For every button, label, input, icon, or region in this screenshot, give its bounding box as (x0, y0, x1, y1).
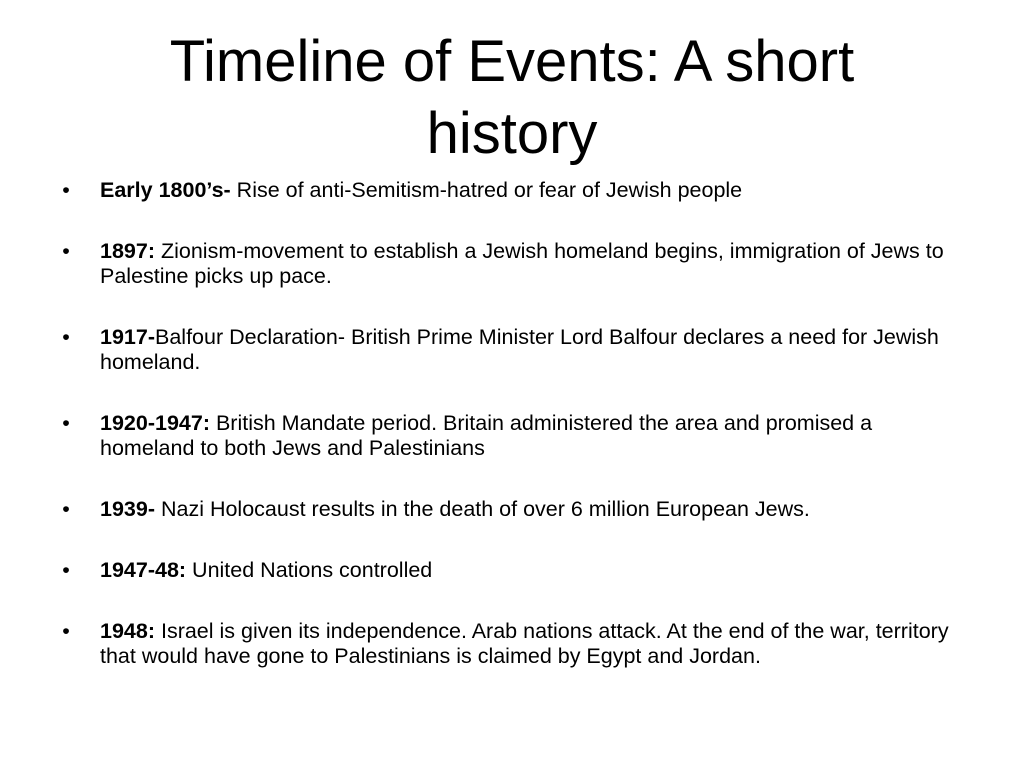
bullet-dot-icon: • (62, 411, 70, 435)
bullet-list (0, 178, 1024, 705)
bullet-text: Nazi Holocaust results in the death of over 6 million European Jews. (160, 497, 810, 521)
bullet-text: United Nations controlled (192, 558, 433, 582)
bullet-text: Israel is given its independence. Arab nations attack. At the end of the war, territory that would have gone to Palestinians is claimed by Egypt and Jordan. (100, 619, 949, 668)
bullet-item (0, 325, 1024, 375)
bullet-text: Zionism-movement to establish a Jewish homeland begins, immigration of Jews to Palestine picks up pace. (100, 239, 944, 288)
bullet-date: 1897: (100, 239, 161, 263)
bullet-dot-icon: • (62, 325, 70, 349)
bullet-dot-icon: • (62, 239, 70, 263)
bullet-item (0, 178, 1024, 203)
bullet-item (0, 497, 1024, 522)
bullet-text: British Mandate period. Britain administered the area and promised a homeland to both Jews and Palestinians (100, 411, 873, 460)
bullet-date: 1947-48: (100, 558, 193, 582)
bullet-item (0, 558, 1024, 583)
bullet-date: 1917- (100, 325, 155, 349)
bullet-date: Early 1800’s- (100, 178, 237, 202)
bullet-text: Balfour Declaration- British Prime Minister Lord Balfour declares a need for Jewish homeland. (100, 325, 939, 374)
bullet-date: 1948: (100, 619, 161, 643)
bullet-text: Rise of anti-Semitism-hatred or fear of Jewish people (236, 178, 743, 202)
bullet-item (0, 411, 1024, 461)
slide-title: Timeline of Events: A short history (169, 29, 855, 166)
bullet-date: 1939- (100, 497, 161, 521)
bullet-dot-icon: • (62, 497, 70, 521)
bullet-item (0, 619, 1024, 669)
bullet-dot-icon: • (62, 178, 70, 202)
bullet-item (0, 239, 1024, 289)
bullet-dot-icon: • (62, 619, 70, 643)
bullet-dot-icon: • (62, 558, 70, 582)
bullet-date: 1920-1947: (100, 411, 216, 435)
